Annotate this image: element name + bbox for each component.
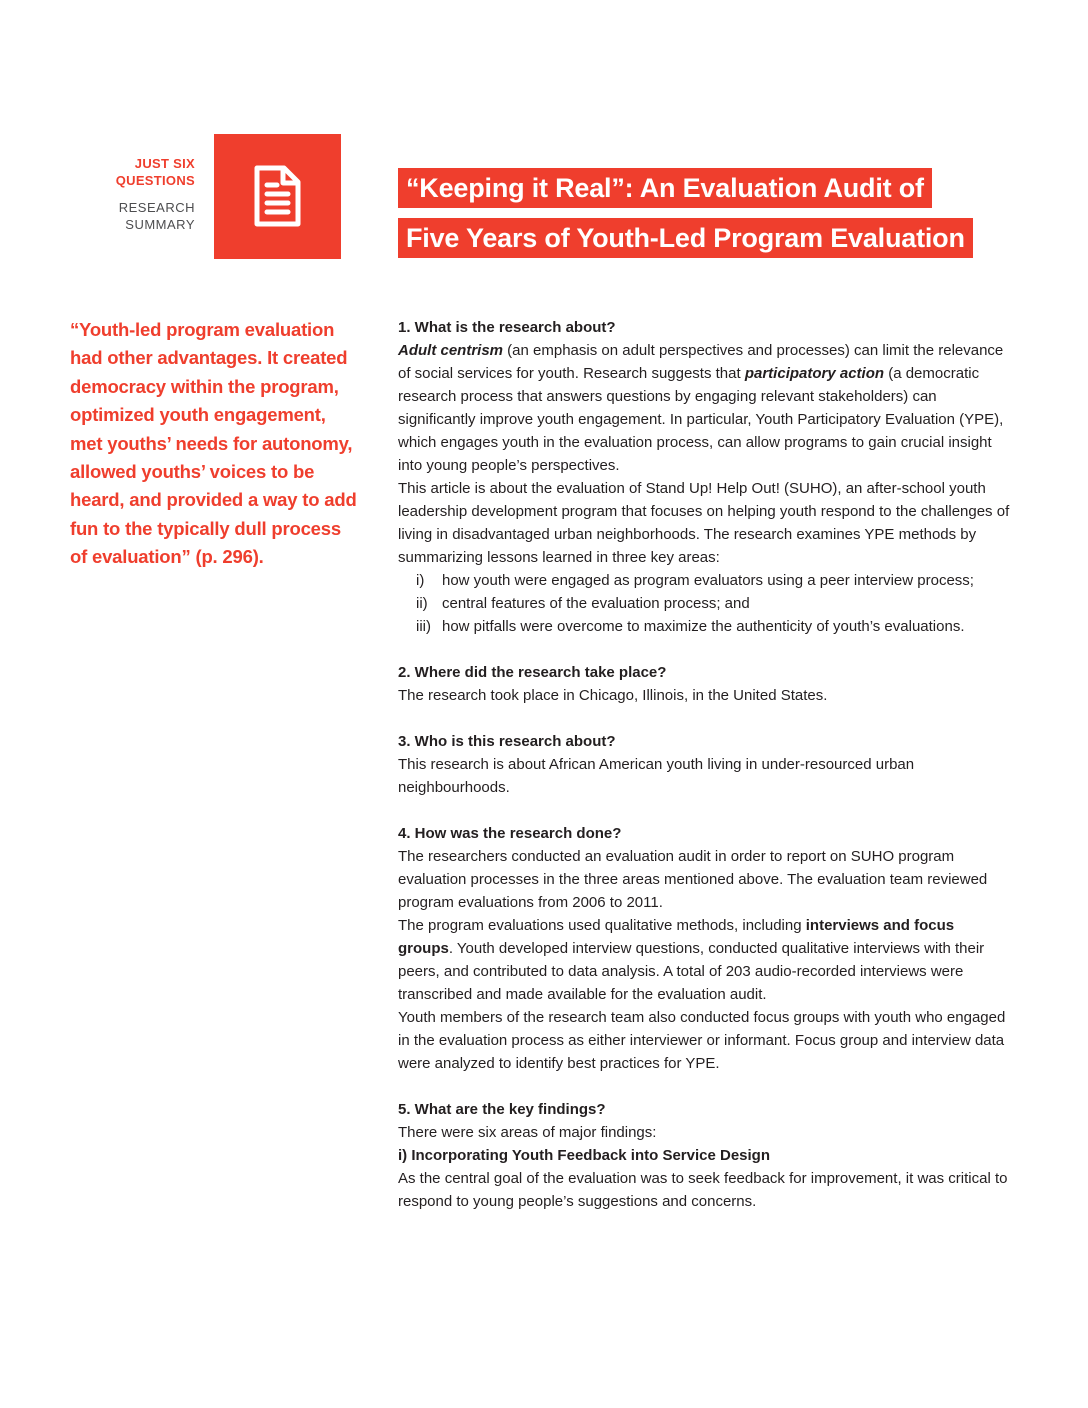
key-term: interviews and focus groups <box>398 917 955 957</box>
series-name: JUST SIX QUESTIONS <box>115 156 195 188</box>
pull-quote: “Youth-led program evaluation had other advantages. It created democracy within the program, optimized youth engagement, met youths’ needs for autonomy, allowed youths’ voices to be heard, and provided a way to add fun to the typically dull process of evaluation” (p. 296). <box>70 319 357 568</box>
paragraph: This research is about African American youth living in under-resourced urban neighbourhoods. <box>398 756 915 796</box>
list-text: central features of the evaluation process; and <box>442 595 750 612</box>
list-item <box>398 592 1010 615</box>
key-areas-list <box>398 569 1010 638</box>
paragraph: This article is about the evaluation of Stand Up! Help Out! (SUHO), an after-school youth leadership development program that focuses on helping youth respond to the challenges of living in disadvantaged urban neighborhoods. The research examines YPE methods by summarizing lessons learned in three key areas: <box>398 480 1010 566</box>
list-number: ii) <box>416 595 428 612</box>
key-term: participatory action <box>744 365 885 382</box>
section-who <box>398 730 1010 799</box>
page-title <box>398 168 973 258</box>
paragraph: Adult centrism (an emphasis on adult perspectives and processes) can limit the relevance of social services for youth. Research suggests that participatory action (a democratic research process that answers questions by engaging relevant stakeholders) can significantly improve youth engagement. In particular, Youth Participatory Evaluation (YPE), which engages youth in the evaluation process, can allow programs to gain crucial insight into young people’s perspectives. <box>398 342 1004 474</box>
section-heading: 3. Who is this research about? <box>398 733 616 750</box>
section-where <box>398 661 1010 707</box>
title-line-1: “Keeping it Real”: An Evaluation Audit of <box>398 168 932 208</box>
list-text: how pitfalls were overcome to maximize the authenticity of youth’s evaluations. <box>442 618 965 635</box>
list-number: i) <box>416 572 425 589</box>
list-text: how youth were engaged as program evaluators using a peer interview process; <box>442 572 974 589</box>
document-type: RESEARCH SUMMARY <box>118 200 195 232</box>
subsection-heading: i) Incorporating Youth Feedback into Service Design <box>398 1147 771 1164</box>
document-icon <box>250 163 304 229</box>
series-label <box>116 155 195 233</box>
paragraph: The program evaluations used qualitative methods, including interviews and focus groups. Youth developed interview questions, conducted qualitative interviews with their peers, and contributed to data analysis. A total of 203 audio-recorded interviews were transcribed and made available for the evaluation audit. <box>398 917 985 1003</box>
paragraph: There were six areas of major findings: <box>398 1124 657 1141</box>
paragraph: The researchers conducted an evaluation audit in order to report on SUHO program evaluation processes in the three areas mentioned above. The evaluation team reviewed program evaluations from 2006 to 2011. <box>398 848 988 911</box>
document-icon-box <box>214 134 341 259</box>
paragraph: As the central goal of the evaluation was to seek feedback for improvement, it was critical to respond to young people’s suggestions and concerns. <box>398 1170 1008 1210</box>
paragraph: The research took place in Chicago, Illinois, in the United States. <box>398 687 828 704</box>
list-item <box>398 569 1010 592</box>
section-heading: 1. What is the research about? <box>398 319 616 336</box>
section-what <box>398 316 1010 638</box>
key-term: Adult centrism <box>398 342 504 359</box>
paragraph: Youth members of the research team also conducted focus groups with youth who engaged in the evaluation process as either interviewer or informant. Focus group and interview data were analyzed to identify best practices for YPE. <box>398 1009 1006 1072</box>
title-line-2: Five Years of Youth-Led Program Evaluation <box>398 218 973 258</box>
section-heading: 5. What are the key findings? <box>398 1101 606 1118</box>
section-how <box>398 822 1010 1075</box>
section-heading: 2. Where did the research take place? <box>398 664 667 681</box>
main-content <box>398 316 1010 1213</box>
section-findings <box>398 1098 1010 1213</box>
list-number: iii) <box>416 618 431 635</box>
section-heading: 4. How was the research done? <box>398 825 622 842</box>
list-item <box>398 615 1010 638</box>
